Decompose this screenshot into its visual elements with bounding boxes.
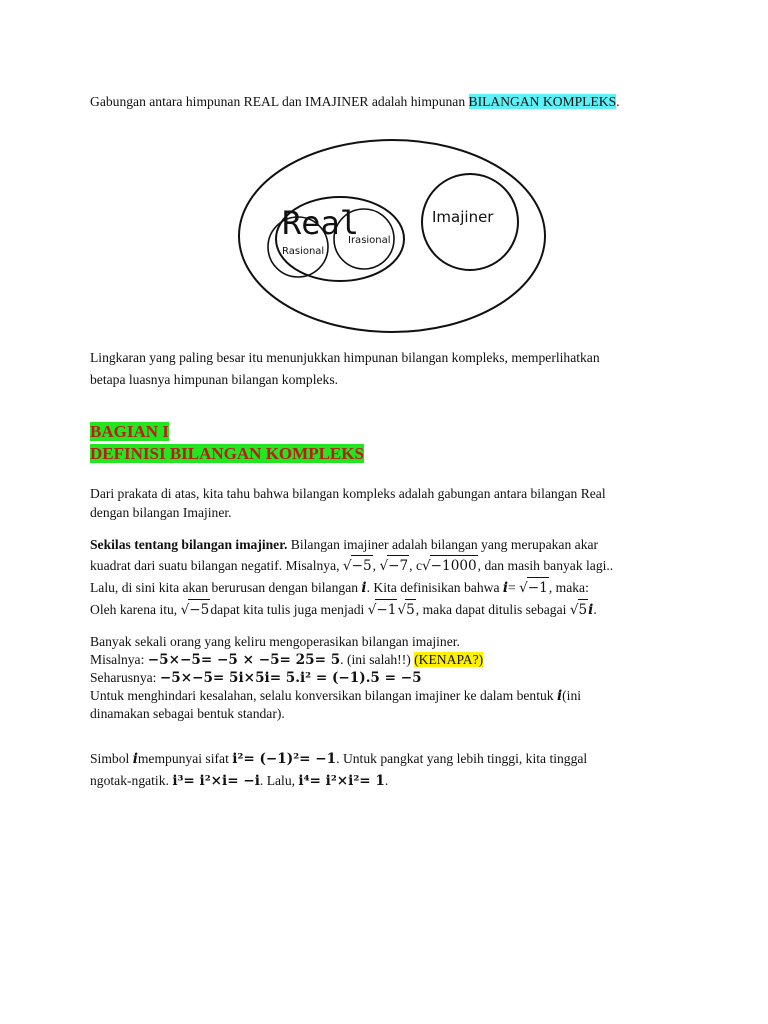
irasional-label: Irasional <box>348 235 391 246</box>
heading-bagian: BAGIAN I <box>90 422 169 441</box>
intro-line: Gabungan antara himpunan REAL dan IMAJINER adalah himpunan BILANGAN KOMPLEKS. <box>90 94 620 109</box>
paragraph-intro: Dari prakata di atas, kita tahu bahwa bilangan kompleks adalah gabungan antara bilangan Real dengan bilangan Imajiner. <box>90 486 606 520</box>
highlight-bilangan-kompleks: BILANGAN KOMPLEKS <box>468 94 617 109</box>
kenapa-highlight: (KENAPA?) <box>414 652 484 667</box>
diagram-caption: Lingkaran yang paling besar itu menunjukkan himpunan bilangan kompleks, memperlihatkan betapa luasnya himpunan bilangan kompleks. <box>90 350 600 387</box>
number-set-diagram <box>236 136 548 336</box>
equation-i-squared: i²= (−1)²= −1 <box>232 751 337 767</box>
paragraph-imajiner: Sekilas tentang bilangan imajiner. Bilangan imajiner adalah bilangan yang merupakan akar kuadrat dari suatu bilangan negatif. Misalnya, √−5, √−7, c√−1000, dan masih banyak lagi.. Lalu, di sini kita akan berurusan dengan bilangan i. Kita definisikan bahwa i= √−1, maka: Oleh karena itu, √−5dapat kita tulis juga menjadi √−1√5, maka dapat ditulis sebagai √5i. <box>90 534 690 621</box>
equation-wrong: −5×−5= −5 × −5= 25= 5 <box>147 652 341 668</box>
equation-correct: −5×−5= 5i×5i= 5.i² = (−1).5 = −5 <box>159 670 422 686</box>
paragraph-operasi: Banyak sekali orang yang keliru mengoperasikan bilangan imajiner. Misalnya: −5×−5= −5 × −5= 25= 5. (ini salah!!) (KENAPA?) Seharusnya: −5×−5= 5i×5i= 5.i² = (−1).5 = −5 Untuk menghindari kesalahan, selalu konversikan bilangan imajiner ke dalam bentuk i(ini dinamakan sebagai bentuk standar). <box>90 634 582 721</box>
paragraph-sifat: Simbol imempunyai sifat i²= (−1)²= −1. Untuk pangkat yang lebih tinggi, kita tinggal ngotak-ngatik. i³= i²×i= −i. Lalu, i⁴= i²×i²= 1. <box>90 751 588 789</box>
equation-i-fourth: i⁴= i²×i²= 1 <box>298 773 385 789</box>
equation-i-cubed: i³= i²×i= −i <box>172 773 260 789</box>
rasional-label: Rasional <box>282 246 325 257</box>
real-label: Real <box>282 204 360 242</box>
imajiner-label: Imajiner <box>432 208 494 226</box>
intro-text: Gabungan antara himpunan REAL dan IMAJINER adalah himpunan <box>90 94 469 109</box>
heading-definisi: DEFINISI BILANGAN KOMPLEKS <box>90 444 364 463</box>
section-heading <box>90 421 364 465</box>
